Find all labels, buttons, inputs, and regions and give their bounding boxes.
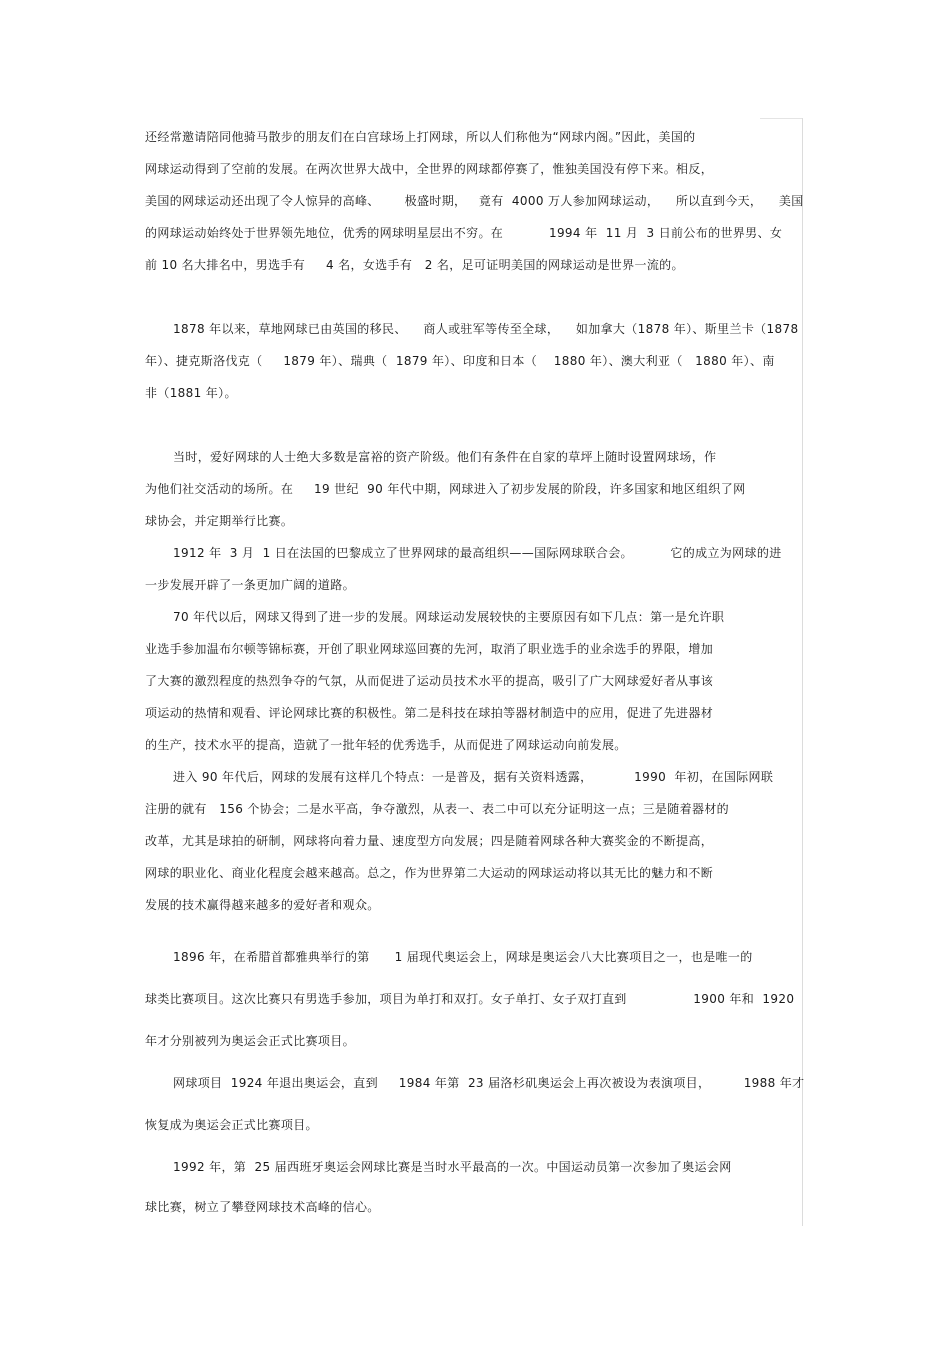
text-line: 的生产，技术水平的提高，造就了一批年轻的优秀选手，从而促进了网球运动向前发展。 bbox=[145, 738, 627, 752]
text-line: 前 10 名大排名中，男选手有 4 名，女选手有 2 名，足可证明美国的网球运动是世界一流的。 bbox=[145, 258, 684, 272]
text-line: 年才分别被列为奥运会正式比赛项目。 bbox=[145, 1034, 355, 1048]
text-line: 1992 年，第 25 届西班牙奥运会网球比赛是当时水平最高的一次。中国运动员第一次参加了奥运会网 bbox=[173, 1160, 732, 1174]
text-line: 还经常邀请陪同他骑马散步的朋友们在白宫球场上打网球，所以人们称他为“网球内阁。”因此，美国的 bbox=[145, 130, 696, 144]
text-line: 进入 90 年代后，网球的发展有这样几个特点：一是普及，据有关资料透露， 1990 年初，在国际网联 bbox=[173, 770, 774, 784]
page-border-right bbox=[802, 118, 803, 1226]
text-line: 网球项目 1924 年退出奥运会，直到 1984 年第 23 届洛杉矶奥运会上再次被设为表演项目， 1988 年才 bbox=[173, 1076, 805, 1090]
text-line: 改革，尤其是球拍的研制，网球将向着力量、速度型方向发展；四是随着网球各种大赛奖金的不断提高， bbox=[145, 834, 714, 848]
text-line: 1878 年以来，草地网球已由英国的移民、 商人或驻军等传至全球， 如加拿大（1878 年）、斯里兰卡（1878 bbox=[173, 322, 799, 336]
text-line: 一步发展开辟了一条更加广阔的道路。 bbox=[145, 578, 355, 592]
text-line: 1896 年，在希腊首都雅典举行的第 1 届现代奥运会上，网球是奥运会八大比赛项目之一，也是唯一的 bbox=[173, 950, 753, 964]
text-line: 发展的技术赢得越来越多的爱好者和观众。 bbox=[145, 898, 380, 912]
text-line: 美国的网球运动还出现了令人惊异的高峰、 极盛时期， 竟有 4000 万人参加网球运动， 所以直到今天， 美国 bbox=[145, 194, 804, 208]
text-line: 1912 年 3 月 1 日在法国的巴黎成立了世界网球的最高组织——国际网球联合会。 它的成立为网球的进 bbox=[173, 546, 782, 560]
text-line: 的网球运动始终处于世界领先地位，优秀的网球明星层出不穷。在 1994 年 11 月 3 日前公布的世界男、女 bbox=[145, 226, 783, 240]
text-line: 项运动的热情和观看、评论网球比赛的积极性。第二是科技在球拍等器材制造中的应用，促进了先进器材 bbox=[145, 706, 714, 720]
text-line: 当时，爱好网球的人士绝大多数是富裕的资产阶级。他们有条件在自家的草坪上随时设置网球场，作 bbox=[173, 450, 717, 464]
text-line: 年）、捷克斯洛伐克（ 1879 年）、瑞典（ 1879 年）、印度和日本（ 1880 年）、澳大利亚（ 1880 年）、南 bbox=[145, 354, 775, 368]
text-line: 为他们社交活动的场所。在 19 世纪 90 年代中期，网球进入了初步发展的阶段，许多国家和地区组织了网 bbox=[145, 482, 746, 496]
text-line: 非（1881 年）。 bbox=[145, 386, 237, 400]
text-line: 业选手参加温布尔顿等锦标赛，开创了职业网球巡回赛的先河，取消了职业选手的业余选手的界限，增加 bbox=[145, 642, 714, 656]
text-line: 网球的职业化、商业化程度会越来越高。总之，作为世界第二大运动的网球运动将以其无比的魅力和不断 bbox=[145, 866, 714, 880]
text-line: 网球运动得到了空前的发展。在两次世界大战中，全世界的网球都停赛了，惟独美国没有停下来。相反， bbox=[145, 162, 714, 176]
text-line: 恢复成为奥运会正式比赛项目。 bbox=[145, 1118, 318, 1132]
text-line: 球比赛，树立了攀登网球技术高峰的信心。 bbox=[145, 1200, 380, 1214]
page-border-top bbox=[760, 118, 803, 119]
text-line: 球协会，并定期举行比赛。 bbox=[145, 514, 294, 528]
text-line: 了大赛的激烈程度的热烈争夺的气氛，从而促进了运动员技术水平的提高，吸引了广大网球爱好者从事该 bbox=[145, 674, 714, 688]
text-line: 球类比赛项目。这次比赛只有男选手参加，项目为单打和双打。女子单打、女子双打直到 1900 年和 1920 bbox=[145, 992, 795, 1006]
text-line: 70 年代以后，网球又得到了进一步的发展。网球运动发展较快的主要原因有如下几点：第一是允许职 bbox=[173, 610, 725, 624]
text-line: 注册的就有 156 个协会；二是水平高，争夺激烈，从表一、表二中可以充分证明这一点；三是随着器材的 bbox=[145, 802, 730, 816]
